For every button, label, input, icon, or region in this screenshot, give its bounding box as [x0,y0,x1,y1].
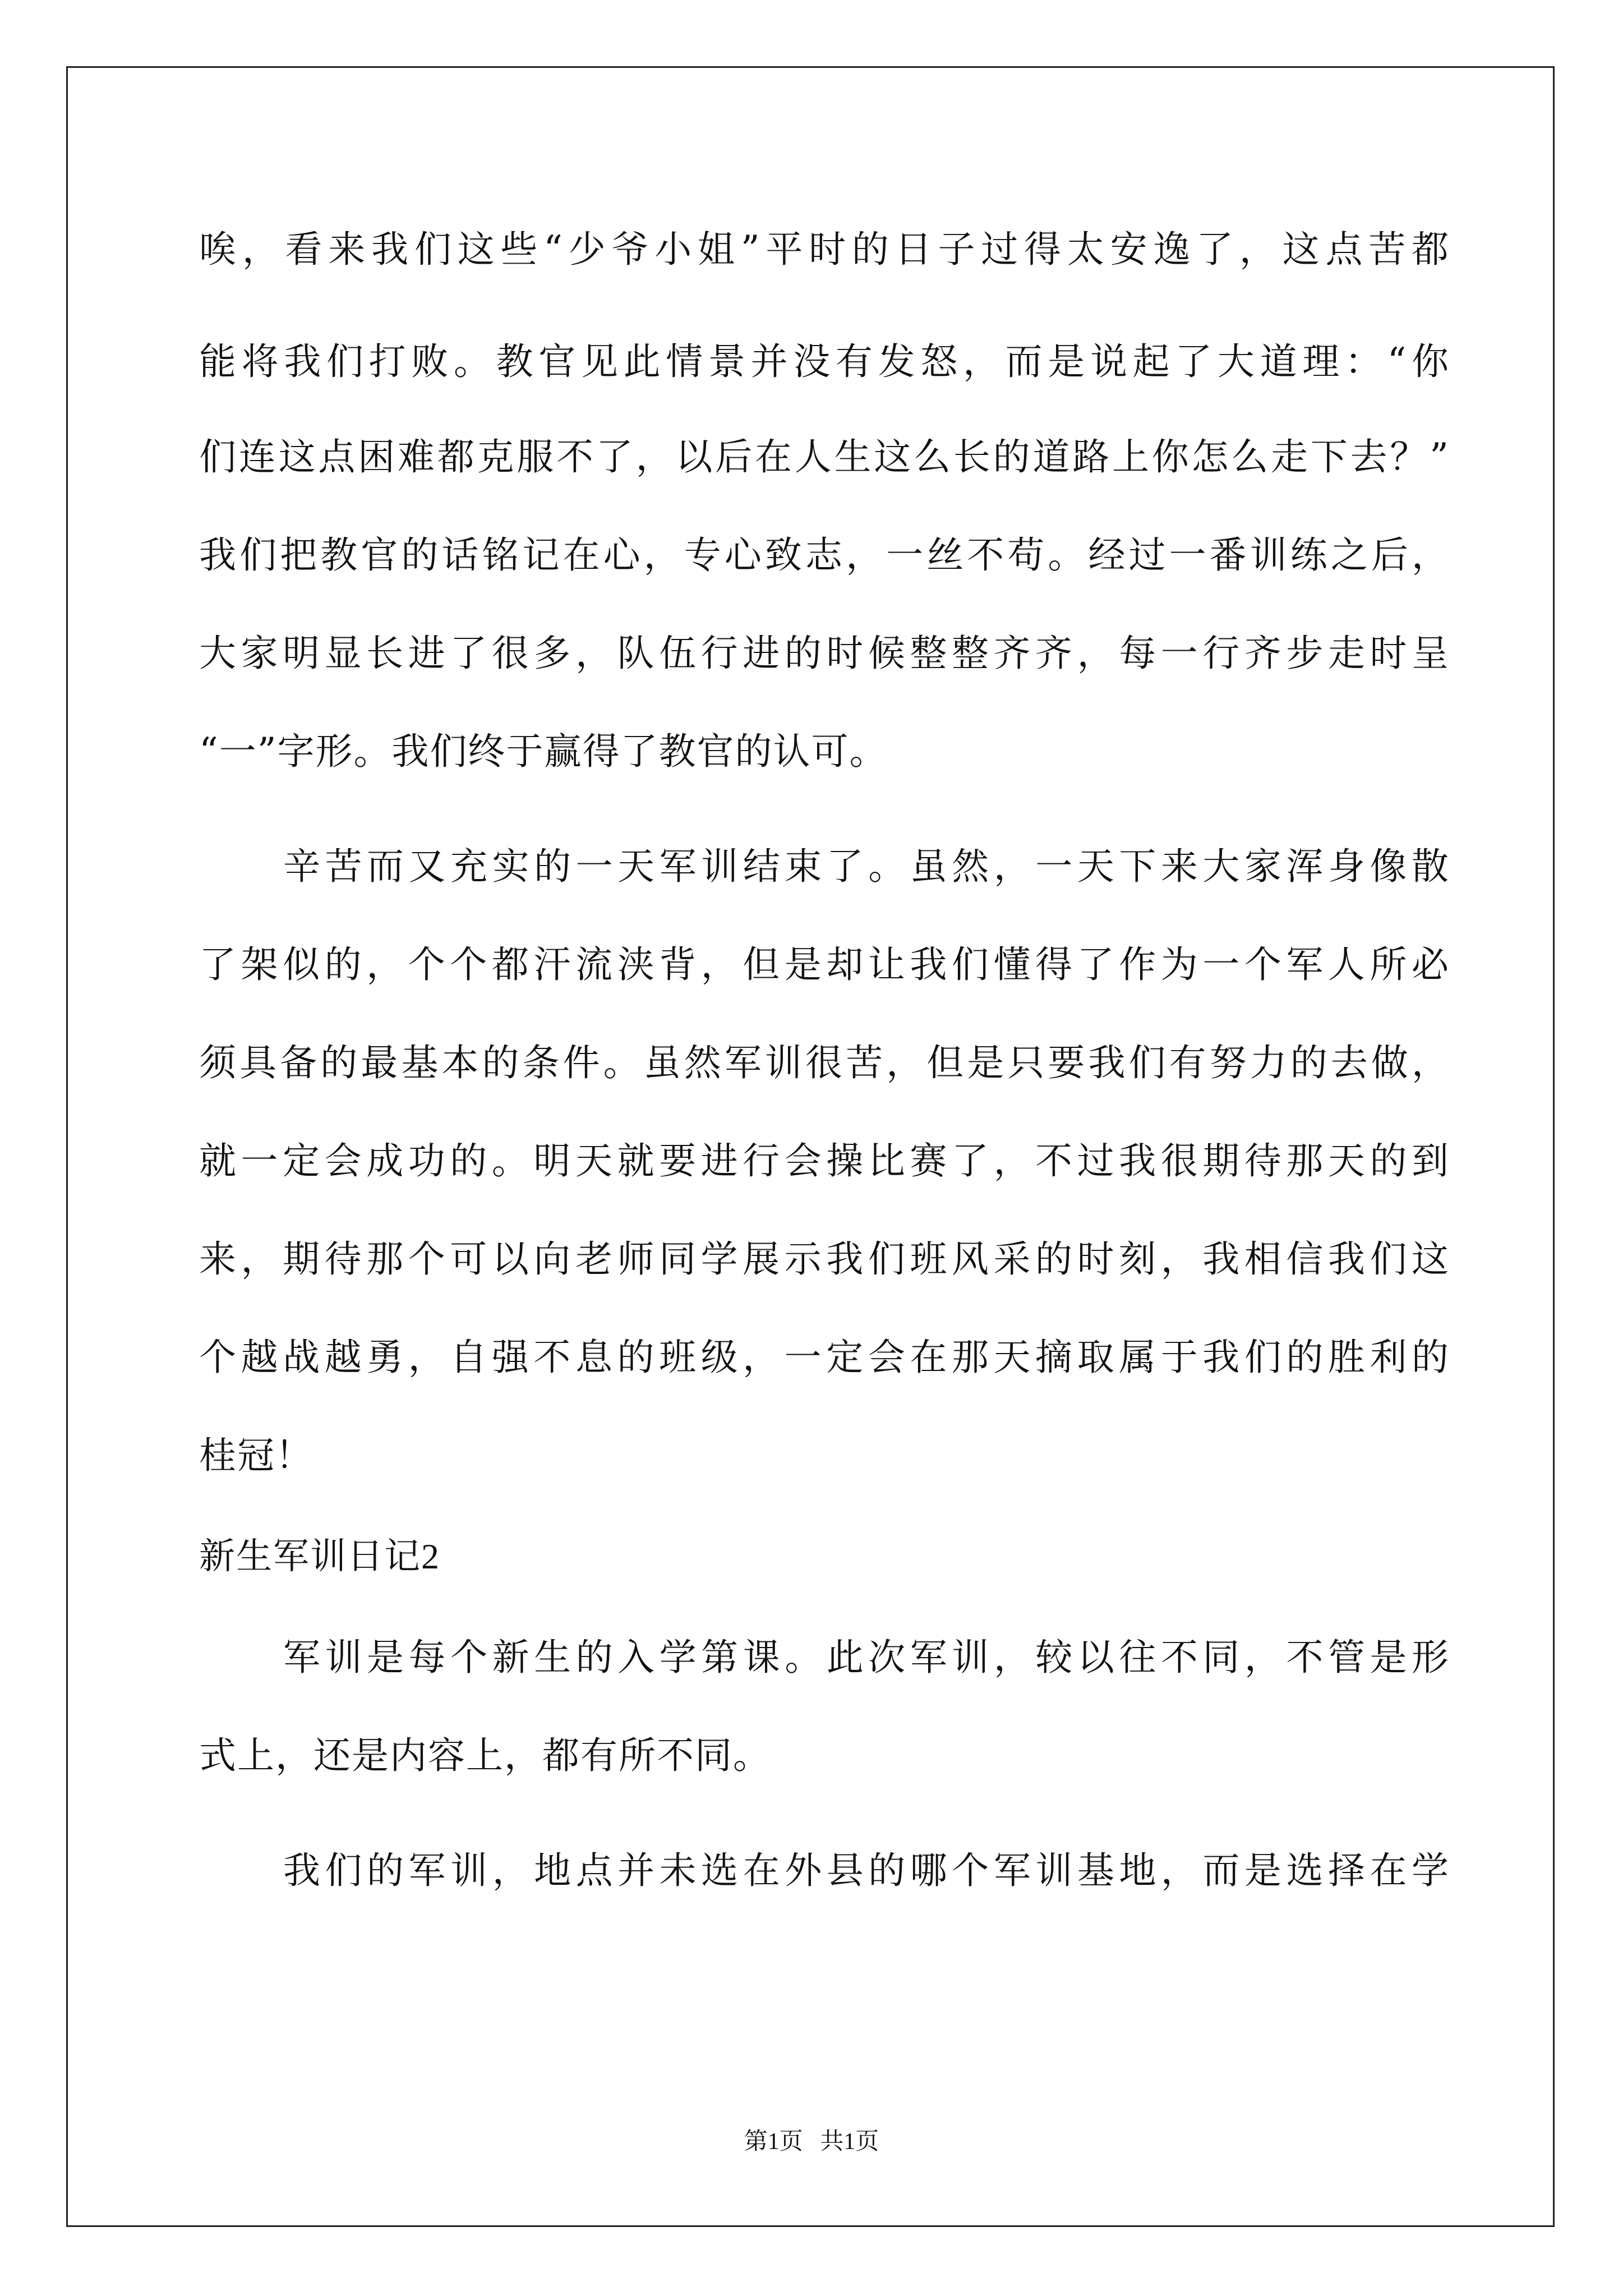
text-line: 唉，看来我们这些“少爷小姐”平时的日子过得太安逸了，这点苦都 [199,228,1450,271]
paragraph-first-line: 辛苦而又充实的一天军训结束了。虽然，一天下来大家浑身像散 [283,845,1450,888]
section-heading: 新生军训日记2 [199,1536,440,1576]
text-line: 桂冠！ [199,1434,313,1477]
page-footer [0,2126,1623,2157]
text-line: 式上，还是内容上，都有所不同。 [199,1734,771,1777]
text-line: “一”字形。我们终于赢得了教官的认可。 [199,730,888,773]
paragraph-first-line: 军训是每个新生的入学第课。此次军训，较以往不同，不管是形 [283,1636,1450,1679]
text-line: 我们把教官的话铭记在心，专心致志，一丝不苟。经过一番训练之后， [199,533,1450,577]
text-line: 来，期待那个可以向老师同学展示我们班风采的时刻，我相信我们这 [199,1237,1450,1281]
page-total: 共1页 [820,2129,879,2155]
paragraph-first-line: 我们的军训，地点并未选在外县的哪个军训基地，而是选择在学 [283,1849,1450,1892]
page-number: 第1页 [744,2129,803,2155]
text-line: 能将我们打败。教官见此情景并没有发怒，而是说起了大道理：“你 [199,340,1450,383]
text-line: 就一定会成功的。明天就要进行会操比赛了，不过我很期待那天的到 [199,1139,1450,1182]
text-line: 了架似的，个个都汗流浃背，但是却让我们懂得了作为一个军人所必 [199,943,1450,986]
text-line: 们连这点困难都克服不了，以后在人生这么长的道路上你怎么走下去？” [199,435,1450,478]
text-line: 须具备的最基本的条件。虽然军训很苦，但是只要我们有努力的去做， [199,1041,1450,1084]
text-line: 个越战越勇，自强不息的班级，一定会在那天摘取属于我们的胜利的 [199,1336,1450,1379]
text-line: 大家明显长进了很多，队伍行进的时候整整齐齐，每一行齐步走时呈 [199,632,1450,675]
